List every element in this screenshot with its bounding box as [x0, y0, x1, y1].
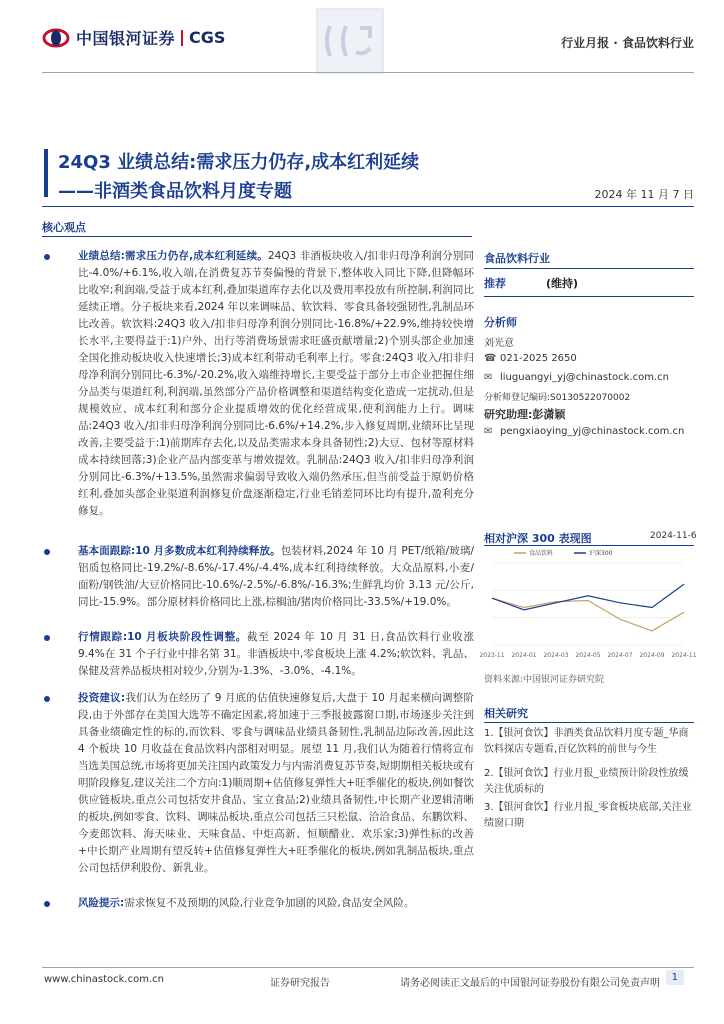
analyst-phone: 021-2025 2650 [500, 353, 577, 364]
report-type-label: 行业月报 · 食品饮料行业 [561, 36, 694, 50]
title-divider [42, 206, 694, 207]
mail-icon: ✉ [484, 372, 493, 383]
report-subtitle: ——非酒类食品饮料月度专题 [58, 181, 292, 202]
assistant-email-row [484, 426, 684, 437]
core-views-divider [42, 236, 472, 237]
footer-disclaimer: 请务必阅读正文最后的中国银河证券股份有限公司免责声明 [400, 978, 660, 989]
header-divider [42, 72, 694, 73]
footer-website[interactable]: www.chinastock.com.cn [44, 974, 164, 985]
bullet-market-tracking [44, 629, 474, 680]
mail-icon: ✉ [484, 426, 493, 437]
related-divider [484, 722, 694, 723]
industry-divider [484, 268, 694, 269]
assistant-email[interactable]: pengxiaoying_yj@chinastock.com.cn [500, 426, 685, 437]
chart-date: 2024-11-6 [650, 531, 697, 541]
footer-report-type: 证券研究报告 [270, 978, 330, 989]
industry-title: 食品饮料行业 [484, 252, 550, 265]
rating-label: 推荐 [484, 277, 506, 290]
analyst-title: 分析师 [484, 316, 517, 329]
related-item[interactable]: 1.【银河食饮】非酒类食品饮料月度专题_华商饮料探店专题看,百亿饮料的前世与今生 [484, 728, 689, 755]
company-logo [42, 26, 225, 49]
x-tick-label: 2024-09 [639, 652, 665, 659]
x-tick-label: 2024-11 [671, 652, 697, 659]
chart-title: 相对沪深 300 表现图 [484, 532, 592, 545]
bullet-dot-icon [44, 635, 50, 641]
bullet-risk-warning [44, 895, 474, 912]
bullet-body: 需求恢复不及预期的风险,行业竞争加剧的风险,食品安全风险。 [124, 897, 415, 909]
logo-text-en: CGS [189, 28, 226, 47]
related-item[interactable]: 2.【银河食饮】行业月报_业绩预计阶段性放缓关注优质标的 [484, 768, 689, 795]
chart-lines [492, 584, 684, 631]
bullet-body: 我们认为在经历了 9 月底的估值快速修复后,大盘于 10 月起来横向调整阶段,由于外部存在美国大选等不确定因素,将加速于三季报披露窗口期,市场逐步关注到具备业绩确定性的标的,而饮料、零食与调味品业绩具备韧性,乳制品边际改善,因此这 4 个板块 10 月收益在食品饮料内部相对明显。展望 11 月,我们认为随着行情将宣布当选美国总统,市场将更加关注国内政策发力与内需消费复苏节奏,短期期相关板块或有明阶段修复,建议关注二个方向:1)顺周期+估值修复弹性大+旺季催化的板块,例如餐饮供应链板块,重点公司包括安井食品、宝立食品;2)业绩具备韧性,中长期产业逻辑清晰的板块,例如零食、饮料、调味品板块,重点公司包括三只松鼠、洽洽食品、东鹏饮料、今麦郎饮料、海天味业、天味食品、中炬高新、恒顺醋业、欢乐家;3)弹性标的改善+中长期产业周期有望反转+估值修复弹性大+旺季催化的板块,例如乳制品板块,重点公司包括伊利股份、新乳业。 [78, 692, 474, 874]
bullet-heading: 行情跟踪:10 月板块阶段性调整。 [78, 631, 248, 643]
analyst-email[interactable]: liuguangyi_yj@chinastock.com.cn [500, 372, 669, 383]
report-title: 24Q3 业绩总结:需求压力仍存,成本红利延续 [58, 152, 420, 173]
rating-value: (维持) [546, 277, 579, 290]
bullet-heading: 风险提示: [78, 897, 125, 909]
related-title: 相关研究 [484, 707, 528, 720]
footer-divider [42, 967, 694, 968]
rating-divider [484, 296, 694, 297]
logo-separator [181, 30, 183, 46]
core-views-heading: 核心观点 [42, 221, 86, 234]
chart-source: 资料来源:中国银河证券研究院 [484, 675, 605, 685]
publish-date: 2024 年 11 月 7 日 [594, 188, 694, 201]
series-line-食品饮料 [492, 598, 684, 631]
x-tick-label: 2024-01 [511, 652, 537, 659]
logo-mark-icon [42, 28, 70, 48]
bullet-heading: 投资建议: [78, 692, 126, 704]
bullet-dot-icon [44, 696, 50, 702]
x-tick-label: 2023-11 [479, 652, 505, 659]
bullet-dot-icon [44, 549, 50, 555]
x-tick-label: 2024-03 [543, 652, 569, 659]
chart-legend [514, 549, 613, 557]
bullet-investment-advice [44, 690, 474, 877]
related-item[interactable]: 3.【银河食饮】行业月报_零食板块底部,关注业绩窗口期 [484, 802, 692, 829]
analyst-email-row [484, 372, 669, 383]
x-tick-label: 2024-05 [575, 652, 601, 659]
analyst-phone-row [484, 353, 577, 364]
bullet-heading: 基本面跟踪:10 月多数成本红利持续释放。 [78, 545, 281, 557]
bullet-earnings-summary [44, 248, 474, 520]
bullet-fundamentals [44, 543, 474, 611]
bullet-body: 截至 2024 年 10 月 31 日,食品饮料行业收涨 9.4%在 31 个子行业中排名第 31。非酒板块中,零食板块上涨 4.2%;软饮料、乳品、保健及营养品板块相对较少,分别为-1.3%、-3.0%、-4.1%。 [78, 631, 474, 677]
analyst-cert: 分析师登记编码:S0130522070002 [484, 393, 631, 403]
bullet-dot-icon [44, 901, 50, 907]
bullet-dot-icon [44, 254, 50, 260]
logo-text-cn: 中国银河证券 [76, 29, 176, 48]
relative-performance-chart [479, 545, 697, 663]
chart-grid [492, 563, 684, 645]
phone-icon: ☎ [484, 353, 497, 364]
analyst-name: 刘光意 [484, 338, 514, 349]
assistant-name: 研究助理:彭潇颖 [484, 408, 566, 421]
bullet-body: 24Q3 非酒板块收入/扣非归母净利润分别同比-4.0%/+6.1%,收入端,在消费复苏节奏偏慢的背景下,整体收入同比下降,但降幅环比收窄;利润端,受益于成本红利,叠加渠道库存去化以及费用率投放有所控制,利润同比延续正增。分子板块来看,2024 年以来调味品、软饮料、零食具备较强韧性,乳制品环比改善。软饮料:24Q3 收入/扣非归母净利润分别同比-16.8%/+22.9%,维持较快增长水平,主要得益于:1)户外、出行等消费场景需求旺盛贡献增量;2)个别头部企业加速全国化推动板块收入快速增长;3)成本红利带动毛利率上行。零食:24Q3 收入/扣非归母净利润分别同比-6.3%/-20.2%,收入端维持增长,主要受益于部分上市企业把握住细分品类与渠道红利,利润端,虽然部分产品价格调整和渠道结构变化造成一定扰动,但是规模效应、成本红利和部分企业提质增效的优化经营成果,使利润能力上行。调味品:24Q3 收入/扣非归母净利润分别同比-6.6%/+14.2%,步入修复周期,业绩环比呈现改善,主要受益于:1)前期库存去化,以及品类需求本身具备韧性;2)大豆、包材等原材料成本持续回落;3)企业产品内部变革与增效提效。乳制品:24Q3 收入/扣非归母净利润分别同比-6.3%/+13.5%,虽然需求偏弱导致收入端仍然承压,但当前受益于原奶价格红利,叠加头部企业渠道利润修复价盘逐渐稳定,行业毛销差同环比均有提升,盈利充分修复。 [78, 250, 474, 517]
x-tick-label: 2024-07 [607, 652, 633, 659]
bullet-heading: 业绩总结:需求压力仍存,成本红利延续。 [78, 250, 268, 262]
page-number: 1 [666, 970, 684, 985]
title-accent-bar [44, 149, 48, 197]
legend-label: 沪深300 [589, 550, 613, 557]
legend-label: 食品饮料 [529, 550, 554, 557]
bullet-body: 包装材料,2024 年 10 月 PET/纸箱/玻璃/铝质包格同比-19.2%/-8.6%/-17.4%/-4.4%,成本红利持续释放。大众品原料,小麦/面粉/钢铁油/大豆价格同比-10.6%/-2.5%/-6.8%/-16.3%;生鲜乳均价 3.13 元/公斤,同比-15.9%。部分原材料价格同比上涨,棕榈油/猪肉价格同比-33.5%/+19.0%。 [78, 545, 475, 608]
watermark-logo-icon [316, 8, 384, 74]
chart-ticks [479, 652, 696, 659]
